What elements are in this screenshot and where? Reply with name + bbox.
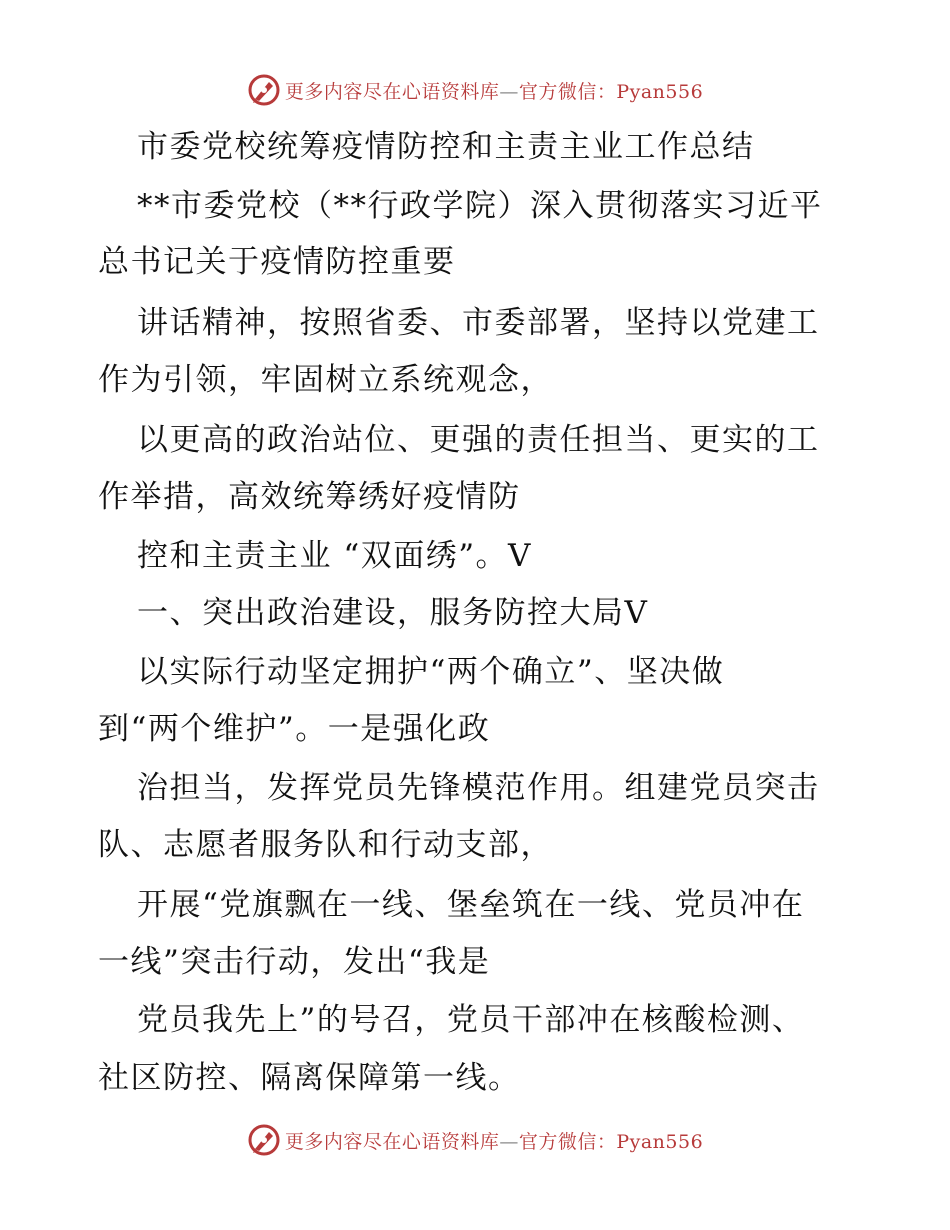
footer-text xyxy=(285,1127,703,1154)
footer-text-tail: 官方微信：Pyan556 xyxy=(518,1130,704,1153)
text-line: 讲话精神，按照省委、市委部署，坚持以党建工 xyxy=(137,305,820,341)
text-line: 以实际行动坚定拥护“两个确立”、坚决做 xyxy=(137,654,725,690)
text-line: 开展“党旗飘在一线、堡垒筑在一线、党员冲在 xyxy=(137,887,805,923)
section-heading: 一、突出政治建设，服务防控大局V xyxy=(137,595,649,631)
header-text xyxy=(285,77,703,104)
header-text-main: 更多内容尽在心语资料库 xyxy=(284,80,500,103)
text-line: 到“两个维护”。一是强化政 xyxy=(98,711,491,747)
text-line: 控和主责主业 “双面绣”。V xyxy=(137,538,532,574)
header-text-tail: 官方微信：Pyan556 xyxy=(518,80,704,103)
header-banner xyxy=(0,68,950,112)
text-line: 党员我先上”的号召，党员干部冲在核酸检测、 xyxy=(137,1002,805,1038)
text-line: 一线”突击行动，发出“我是 xyxy=(98,944,491,980)
header-dash: — xyxy=(499,80,519,103)
text-line: 作为引领，牢固树立系统观念， xyxy=(98,362,553,398)
document-title: 市委党校统筹疫情防控和主责主业工作总结 xyxy=(137,129,755,165)
footer-banner xyxy=(0,1118,950,1162)
pen-logo-icon xyxy=(247,73,281,107)
text-line: 总书记关于疫情防控重要 xyxy=(98,244,456,280)
footer-text-main: 更多内容尽在心语资料库 xyxy=(284,1130,500,1153)
text-line: 以更高的政治站位、更强的责任担当、更实的工 xyxy=(137,422,820,458)
pen-logo-icon xyxy=(247,1123,281,1157)
text-line: 社区防控、隔离保障第一线。 xyxy=(98,1060,521,1096)
text-line: 队、志愿者服务队和行动支部， xyxy=(98,827,553,863)
text-line: **市委党校（**行政学院）深入贯彻落实习近平 xyxy=(137,188,823,224)
footer-dash: — xyxy=(499,1130,519,1153)
text-line: 治担当，发挥党员先锋模范作用。组建党员突击 xyxy=(137,770,820,806)
text-line: 作举措，高效统筹绣好疫情防 xyxy=(98,479,521,515)
